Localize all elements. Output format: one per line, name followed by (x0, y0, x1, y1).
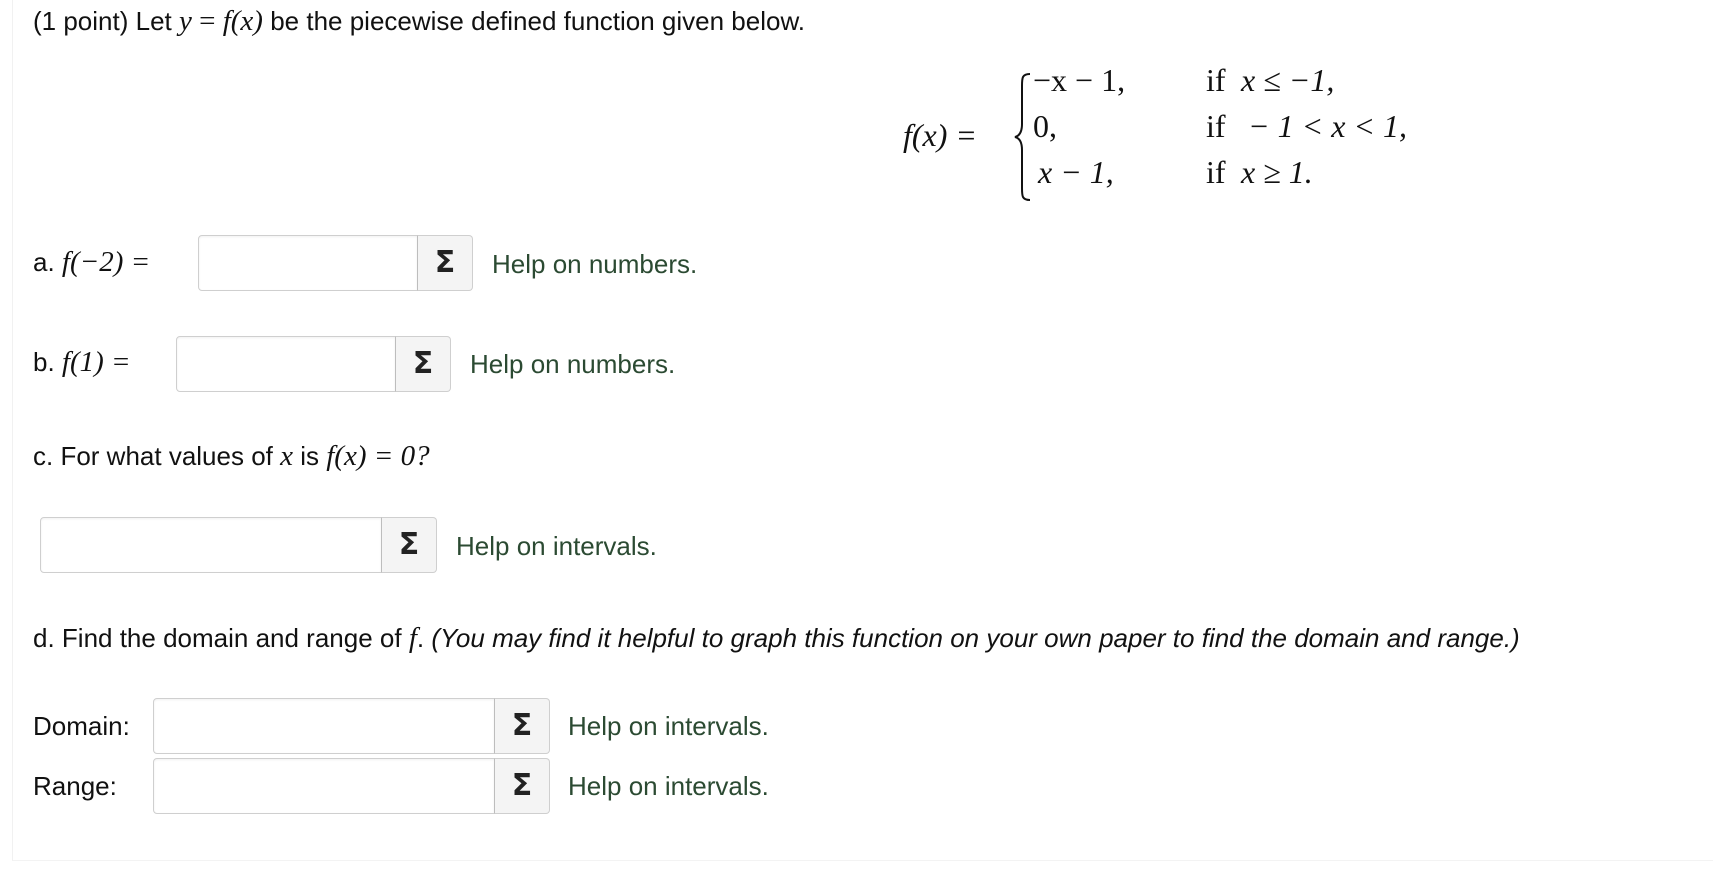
intro-math-fx: f(x) (222, 5, 263, 37)
part-a-help-link[interactable]: Help on numbers. (492, 249, 698, 279)
part-c-question (33, 440, 430, 473)
intro-math-eq: = (191, 5, 223, 37)
part-c-help-link[interactable]: Help on intervals. (456, 531, 657, 561)
left-brace-icon (1013, 72, 1033, 202)
case-1-cond: x ≤ −1, (1241, 62, 1335, 98)
case-1-expr: −x − 1, (1033, 62, 1126, 98)
part-d-math-f: f (408, 622, 417, 654)
domain-answer-input[interactable] (153, 698, 495, 754)
part-b-equation-editor-button[interactable] (395, 336, 451, 392)
part-d-question (33, 622, 1520, 655)
part-d-text-before: d. Find the domain and range of (33, 623, 402, 653)
intro-prefix: (1 point) Let (33, 6, 172, 36)
sigma-icon: Σ (398, 527, 420, 562)
part-a-letter: a. (33, 247, 55, 277)
part-b-answer-input[interactable] (176, 336, 396, 392)
sigma-icon: Σ (434, 245, 456, 280)
part-b-letter: b. (33, 347, 55, 377)
part-b-help-link[interactable]: Help on numbers. (470, 349, 676, 379)
range-label: Range: (33, 771, 117, 801)
part-a-label (33, 246, 150, 279)
domain-help-link[interactable]: Help on intervals. (568, 711, 769, 741)
part-d-dot: . (416, 623, 425, 653)
sigma-icon: Σ (511, 708, 533, 743)
range-answer-input[interactable] (153, 758, 495, 814)
case-1-if: if (1206, 62, 1226, 98)
case-2-cond: − 1 < x < 1, (1248, 108, 1407, 144)
part-a-equation-editor-button[interactable] (417, 235, 473, 291)
part-c-equation-editor-button[interactable] (381, 517, 437, 573)
part-c-text-before: c. For what values of (33, 441, 273, 471)
part-c-answer-input[interactable] (40, 517, 382, 573)
intro-suffix: be the piecewise defined function given below. (270, 6, 806, 36)
piecewise-definition (903, 62, 1463, 212)
problem-intro (33, 5, 805, 38)
part-c-math-eq: f(x) = 0? (326, 440, 430, 472)
part-c-math-x: x (280, 440, 293, 472)
part-a-answer-input[interactable] (198, 235, 418, 291)
range-help-link[interactable]: Help on intervals. (568, 771, 769, 801)
sigma-icon: Σ (412, 346, 434, 381)
part-c-text-is: is (300, 441, 320, 471)
part-b-math: f(1) = (61, 346, 131, 378)
sigma-icon: Σ (511, 768, 533, 803)
domain-equation-editor-button[interactable] (494, 698, 550, 754)
part-a-math: f(−2) = (61, 246, 151, 278)
intro-math-y: y (178, 5, 192, 37)
case-3-cond: x ≥ 1. (1241, 154, 1313, 190)
piecewise-lhs (903, 117, 977, 154)
range-equation-editor-button[interactable] (494, 758, 550, 814)
case-2-if: if (1206, 108, 1226, 144)
part-d-hint: (You may find it helpful to graph this function on your own paper to find the domain and range.) (431, 623, 1520, 653)
case-2-expr: 0, (1033, 108, 1057, 144)
piecewise-lhs-text: f(x) = (903, 117, 977, 153)
domain-label: Domain: (33, 711, 130, 741)
part-b-label (33, 346, 131, 379)
case-3-expr: x − 1, (1038, 154, 1114, 190)
case-3-if: if (1206, 154, 1226, 190)
